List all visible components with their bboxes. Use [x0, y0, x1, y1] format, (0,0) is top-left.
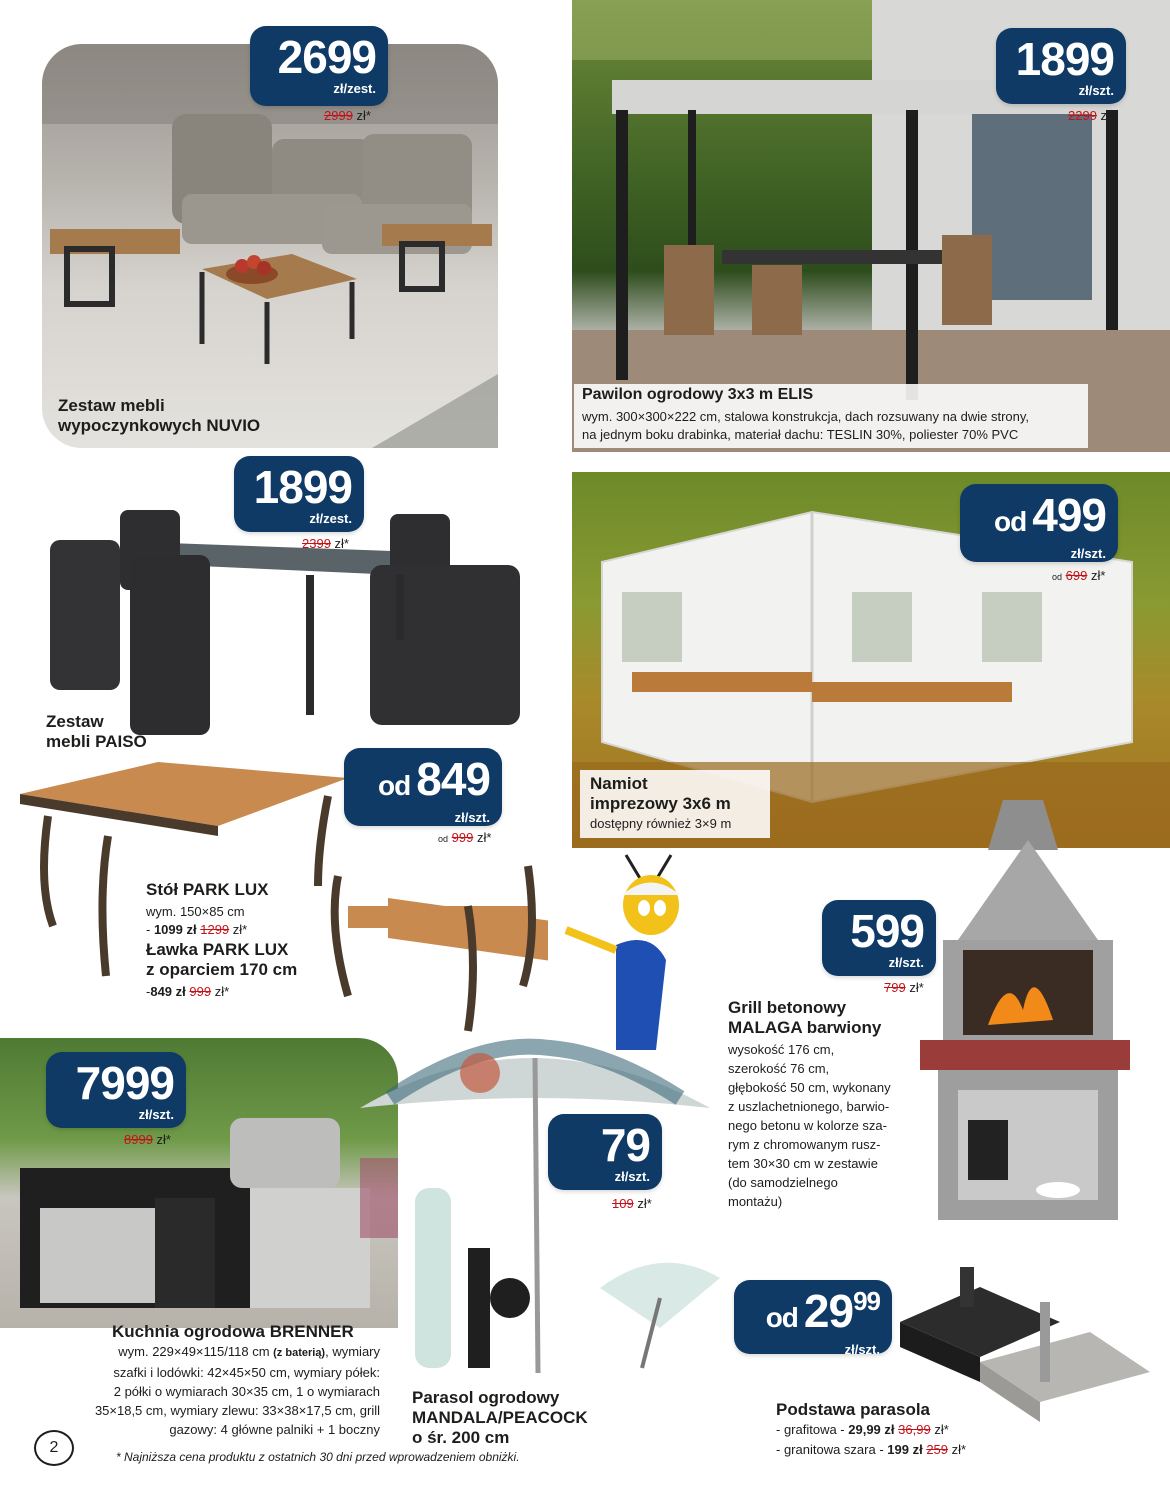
nuvio-price-badge [250, 26, 388, 106]
namiot-old-od: od [1052, 572, 1063, 582]
malaga-price: 599 [850, 905, 924, 957]
podstawa-v1-prefix: - grafitowa - [776, 1422, 849, 1437]
malaga-desc-line: wysokość 176 cm, [728, 1042, 835, 1057]
malaga-desc-line: montażu) [728, 1194, 783, 1209]
parklux-price [356, 754, 490, 811]
parklux-old-od: od [438, 834, 449, 844]
malaga-title-line2: MALAGA barwiony [728, 1018, 882, 1037]
parklux-bench-price-unit: zł* [214, 984, 230, 999]
podstawa-price-badge [734, 1280, 892, 1357]
malaga-old-price-unit: zł* [909, 980, 924, 995]
podstawa-variant-granitowa [776, 1440, 966, 1459]
elis-old-price-value: 2299 [1068, 108, 1097, 123]
brenner-desc-dims: wym. 229×49×115/118 cm [118, 1344, 274, 1359]
brenner-desc-dims-suffix: , wymiary [325, 1344, 380, 1359]
paiso-old-price-unit: zł* [334, 536, 349, 551]
podstawa-price-unit: zł/szt. [844, 1342, 880, 1357]
namiot-caption [580, 770, 770, 838]
mandala-photo [360, 1028, 730, 1378]
malaga-desc-line: z uszlachetnionego, barwio- [728, 1099, 890, 1114]
brenner-desc-battery: (z baterią) [273, 1347, 326, 1359]
paiso-price-unit: zł/zest. [309, 511, 352, 526]
parklux-bench-title-line2: z oparciem 170 cm [146, 960, 298, 979]
podstawa-price-od: od [765, 1302, 798, 1333]
elis-price-unit: zł/szt. [1078, 83, 1114, 98]
namiot-old-price-unit: zł* [1090, 568, 1106, 583]
brenner-price: 7999 [75, 1057, 174, 1109]
namiot-desc: dostępny również 3×9 m [590, 816, 732, 831]
namiot-old-price-value: 699 [1065, 568, 1088, 583]
brenner-old-price-unit: zł* [156, 1132, 171, 1147]
malaga-desc [728, 1040, 891, 1211]
namiot-price-unit: zł/szt. [1070, 546, 1106, 561]
malaga-old-price [884, 980, 924, 995]
paiso-price: 1899 [253, 461, 352, 513]
mandala-title-line2: MANDALA/PEACOCK [412, 1408, 588, 1427]
malaga-desc-line: nego betonu w kolorze sza- [728, 1118, 887, 1133]
brenner-old-price [124, 1132, 171, 1147]
brenner-desc-line1 [20, 1342, 380, 1363]
mandala-title [412, 1388, 588, 1448]
malaga-desc-line: (do samodzielnego [728, 1175, 838, 1190]
nuvio-old-price-unit: zł* [356, 108, 371, 123]
mandala-old-price [612, 1196, 652, 1211]
namiot-price-od: od [994, 506, 1027, 537]
parklux-bench-title [146, 940, 297, 980]
elis-title: Pawilon ogrodowy 3x3 m ELIS [582, 386, 814, 403]
namiot-old-price [1052, 568, 1105, 583]
parklux-table-price-unit: zł* [232, 922, 248, 937]
malaga-title [728, 998, 881, 1038]
paiso-old-price-value: 2399 [302, 536, 331, 551]
parklux-old-price-unit: zł* [476, 830, 492, 845]
malaga-price-unit: zł/szt. [888, 955, 924, 970]
parasol-base-illustration [890, 1262, 1170, 1430]
nuvio-title-line1: Zestaw mebli [58, 396, 165, 415]
parklux-table-desc: wym. 150×85 cm [146, 904, 245, 919]
podstawa-v1-unit: zł* [934, 1422, 949, 1437]
paiso-title-line1: Zestaw [46, 712, 104, 731]
podstawa-photo [890, 1262, 1170, 1430]
page-number: 2 [34, 1430, 74, 1466]
nuvio-title-line2: wypoczynkowych NUVIO [58, 416, 261, 435]
mandala-title-line3: o śr. 200 cm [412, 1428, 510, 1447]
parklux-price-unit: zł/szt. [454, 810, 490, 825]
nuvio-price: 2699 [277, 31, 376, 83]
podstawa-v2-unit: zł* [951, 1442, 967, 1457]
podstawa-v2-old: 259 [926, 1442, 949, 1457]
brenner-desc-line: szafki i lodówki: 42×45×50 cm, wymiary półek: [113, 1365, 380, 1380]
paiso-title-line2: mebli PAISO [46, 732, 147, 751]
paiso-title [46, 712, 147, 752]
mandala-title-line1: Parasol ogrodowy [412, 1388, 560, 1407]
mandala-price-unit: zł/szt. [614, 1169, 650, 1184]
malaga-desc-line: rym z chromowanym rusz- [728, 1137, 881, 1152]
elis-desc-line2: na jednym boku drabinka, materiał dachu: TESLIN 30%, poliester 70% PVC [582, 427, 1019, 442]
brenner-title: Kuchnia ogrodowa BRENNER [112, 1322, 354, 1341]
parasol-illustration [360, 1028, 730, 1378]
parklux-old-price-value: 999 [451, 830, 474, 845]
brenner-desc-line: 2 półki o wymiarach 30×35 cm, 1 o wymiarach [113, 1384, 380, 1399]
podstawa-v2-new: 199 zł [887, 1442, 923, 1457]
parklux-table-title: Stół PARK LUX [146, 880, 269, 899]
concrete-grill-illustration [918, 800, 1138, 1230]
parklux-price-badge [344, 748, 502, 826]
parklux-table-price-old: 1299 [200, 922, 230, 937]
elis-old-price-unit: zł* [1100, 108, 1115, 123]
elis-caption [574, 384, 1088, 448]
elis-old-price [1068, 108, 1115, 123]
footnote: * Najniższa cena produktu z ostatnich 30 dni przed wprowadzeniem obniżki. [116, 1450, 520, 1464]
malaga-desc-line: głębokość 50 cm, wykonany [728, 1080, 891, 1095]
namiot-title-line2: imprezowy 3x6 m [590, 794, 731, 813]
brenner-price-unit: zł/szt. [138, 1107, 174, 1122]
malaga-desc-line: tem 30×30 cm w zestawie [728, 1156, 878, 1171]
podstawa-v2-prefix: - granitowa szara - [776, 1442, 888, 1457]
nuvio-title [58, 396, 260, 436]
nuvio-old-price-value: 2999 [324, 108, 353, 123]
nuvio-price-unit: zł/zest. [333, 81, 376, 96]
malaga-price-badge [822, 900, 936, 976]
mandala-price: 79 [600, 1119, 650, 1171]
parklux-bench-price-new: 849 zł [150, 984, 186, 999]
parklux-price-od: od [378, 770, 411, 801]
parklux-bench-price-old: 999 [189, 984, 212, 999]
parklux-bench-price-prefix: - [146, 984, 151, 999]
mandala-price-badge [548, 1114, 662, 1190]
malaga-photo [918, 800, 1138, 1230]
brenner-desc-line: gazowy: 4 główne palniki + 1 boczny [169, 1422, 380, 1437]
podstawa-price-int: 29 [803, 1285, 854, 1337]
elis-desc-line1: wym. 300×300×222 cm, stalowa konstrukcja, dach rozsuwany na dwie strony, [582, 409, 1030, 424]
podstawa-price-dec: 99 [853, 1286, 880, 1316]
elis-price-badge [996, 28, 1126, 104]
podstawa-variant-grafitowa [776, 1420, 949, 1439]
malaga-title-line1: Grill betonowy [728, 998, 847, 1017]
elis-price: 1899 [1015, 33, 1114, 85]
malaga-desc-line: szerokość 76 cm, [728, 1061, 830, 1076]
parklux-table-price-prefix: - [146, 922, 154, 937]
malaga-old-price-value: 799 [884, 980, 906, 995]
brenner-old-price-value: 8999 [124, 1132, 153, 1147]
brenner-desc-line: 35×18,5 cm, wymiary zlewu: 33×38×17,5 cm, grill [94, 1403, 380, 1418]
namiot-price-value: 499 [1032, 489, 1106, 541]
mandala-old-price-value: 109 [612, 1196, 634, 1211]
brenner-price-badge [46, 1052, 186, 1128]
podstawa-title: Podstawa parasola [776, 1400, 931, 1419]
paiso-old-price [302, 536, 349, 551]
namiot-price-badge [960, 484, 1118, 562]
parklux-price-value: 849 [416, 753, 490, 805]
podstawa-price [746, 1286, 880, 1343]
parklux-table-price-new: 1099 zł [153, 922, 197, 937]
paiso-price-badge [234, 456, 364, 532]
nuvio-old-price [324, 108, 371, 123]
parklux-old-price [438, 830, 491, 845]
parklux-table-price [146, 920, 247, 939]
parklux-bench-title-line1: Ławka PARK LUX [146, 940, 289, 959]
brenner-desc [20, 1342, 380, 1439]
parklux-bench-price [146, 982, 229, 1001]
namiot-price [972, 490, 1106, 547]
mandala-old-price-unit: zł* [637, 1196, 652, 1211]
namiot-title-line1: Namiot [590, 774, 648, 793]
podstawa-v1-new: 29,99 zł [848, 1422, 895, 1437]
podstawa-v1-old: 36,99 [898, 1422, 931, 1437]
